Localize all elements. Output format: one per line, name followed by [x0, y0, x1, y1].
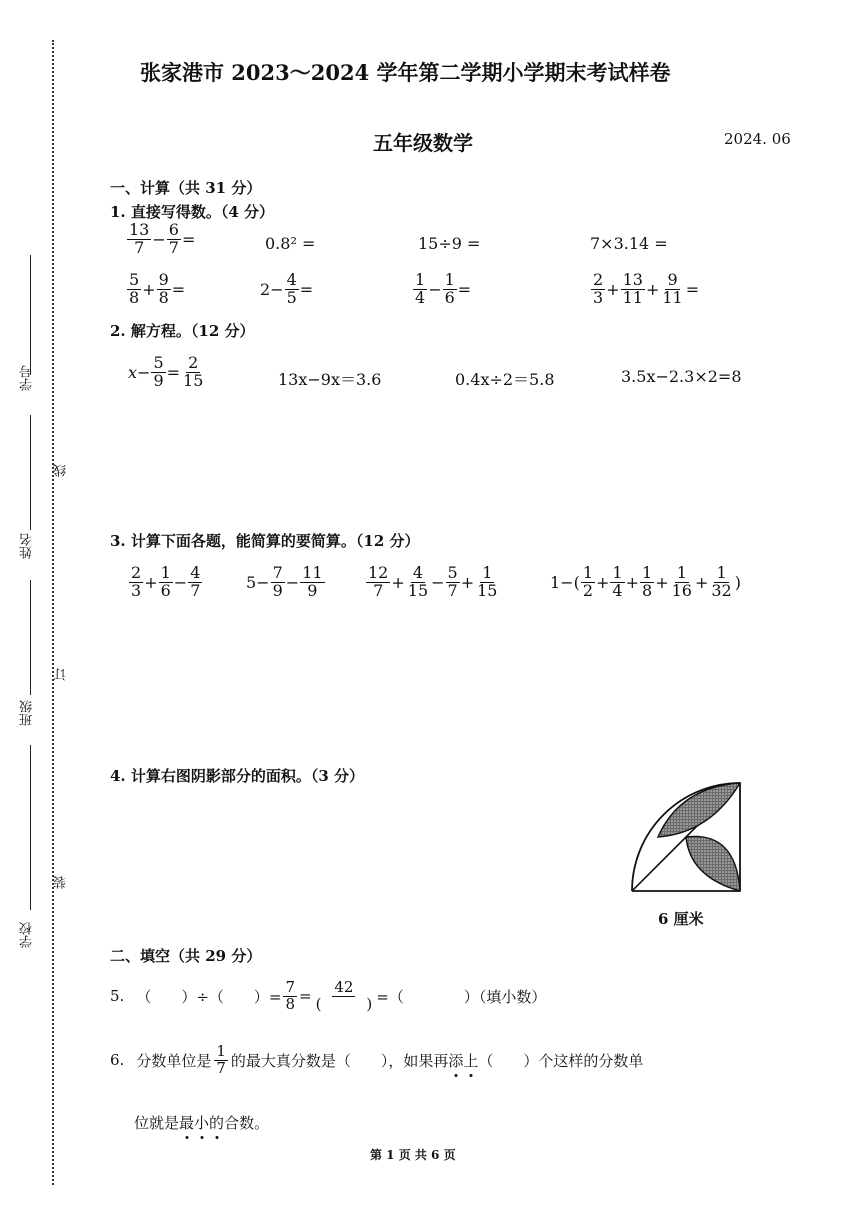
shaded-area-figure: [620, 775, 755, 900]
q1-item-e: $\frac{5}{8}$ + $\frac{9}{8}$ =: [129, 270, 186, 307]
exam-date: 2024. 06: [724, 130, 791, 148]
q1-item-h: $\frac{2}{3}$ + $\frac{13}{11}$ + $\frac{9}{11}$ =: [593, 270, 700, 307]
class-line: [30, 580, 31, 695]
exam-title: 张家港市 2023～2024 学年第二学期小学期末考试样卷: [140, 60, 671, 85]
q1-item-c: 15÷9 =: [418, 234, 481, 253]
q2-equation-2: 13x−9x＝3.6: [278, 370, 382, 389]
q3-label: 3. 计算下面各题，能简算的要简算。（12 分）: [110, 532, 420, 550]
q1-item-f: 2− $\frac{4}{5}$ =: [260, 270, 314, 307]
q2-equation-1: x− $\frac{5}{9}$ = $\frac{2}{15}$: [128, 353, 204, 390]
binding-dotted-line: [52, 40, 54, 1185]
q3-expression-a: $\frac{2}{3}$ + $\frac{1}{6}$ − $\frac{4}{7}$: [131, 563, 201, 600]
q1-item-a: $\frac{13}{7}$ − $\frac{6}{7}$ =: [129, 220, 196, 257]
q4-label: 4. 计算右图阴影部分的面积。（3 分）: [110, 767, 365, 785]
figure-caption: 6 厘米: [658, 910, 704, 928]
bind-marker: 装: [54, 876, 69, 889]
q1-label: 1. 直接写得数。（4 分）: [110, 203, 275, 221]
name-label: 姓名: [20, 533, 35, 559]
exam-subtitle: 五年级数学: [373, 131, 473, 155]
school-line: [30, 745, 31, 910]
student-id-label: 学号: [20, 365, 35, 391]
q2-equation-4: 3.5x−2.3×2=8: [621, 367, 742, 386]
order-marker: 订: [54, 668, 69, 681]
section2-heading: 二、填空（共 29 分）: [110, 947, 262, 965]
q1-item-b: 0.8² =: [265, 234, 316, 253]
section1-heading: 一、计算（共 31 分）: [110, 179, 262, 197]
q3-expression-b: 5− $\frac{7}{9}$ − $\frac{11}{9}$: [246, 563, 323, 600]
q3-expression-d: 1−( $\frac{1}{2}$ + $\frac{1}{4}$ + $\frac{1}{8}$ + $\frac{1}{16}$ + $\frac{1}{32}$ ): [550, 563, 741, 600]
q6-question: 6. 分数单位是 $\frac{1}{7}$ 的最大真分数是（ ），如果再 添 上 （ ）个这样的分数单: [110, 1042, 644, 1077]
q2-equation-3: 0.4x÷2＝5.8: [455, 370, 555, 389]
q6-question-line2: 位就是 最 小 的 合数。: [134, 1114, 270, 1132]
q3-expression-c: $\frac{12}{7}$ + $\frac{4}{15}$ − $\frac{5}{7}$ + $\frac{1}{15}$: [368, 563, 498, 600]
q2-label: 2. 解方程。（12 分）: [110, 322, 255, 340]
class-label: 班级: [20, 700, 35, 726]
q1-item-d: 7×3.14 =: [590, 234, 668, 253]
q1-item-g: $\frac{1}{4}$ − $\frac{1}{6}$ =: [415, 270, 472, 307]
line-marker: 线: [54, 464, 69, 477]
q5-question: 5. （ ）÷（ ）= $\frac{7}{8}$ = $\frac{42}{( )}$ =（ ）（填小数）: [110, 978, 547, 1013]
page-footer: 第 1 页 共 6 页: [370, 1148, 456, 1162]
student-id-line: [30, 255, 31, 375]
school-label: 学校: [20, 922, 35, 948]
name-line: [30, 415, 31, 530]
